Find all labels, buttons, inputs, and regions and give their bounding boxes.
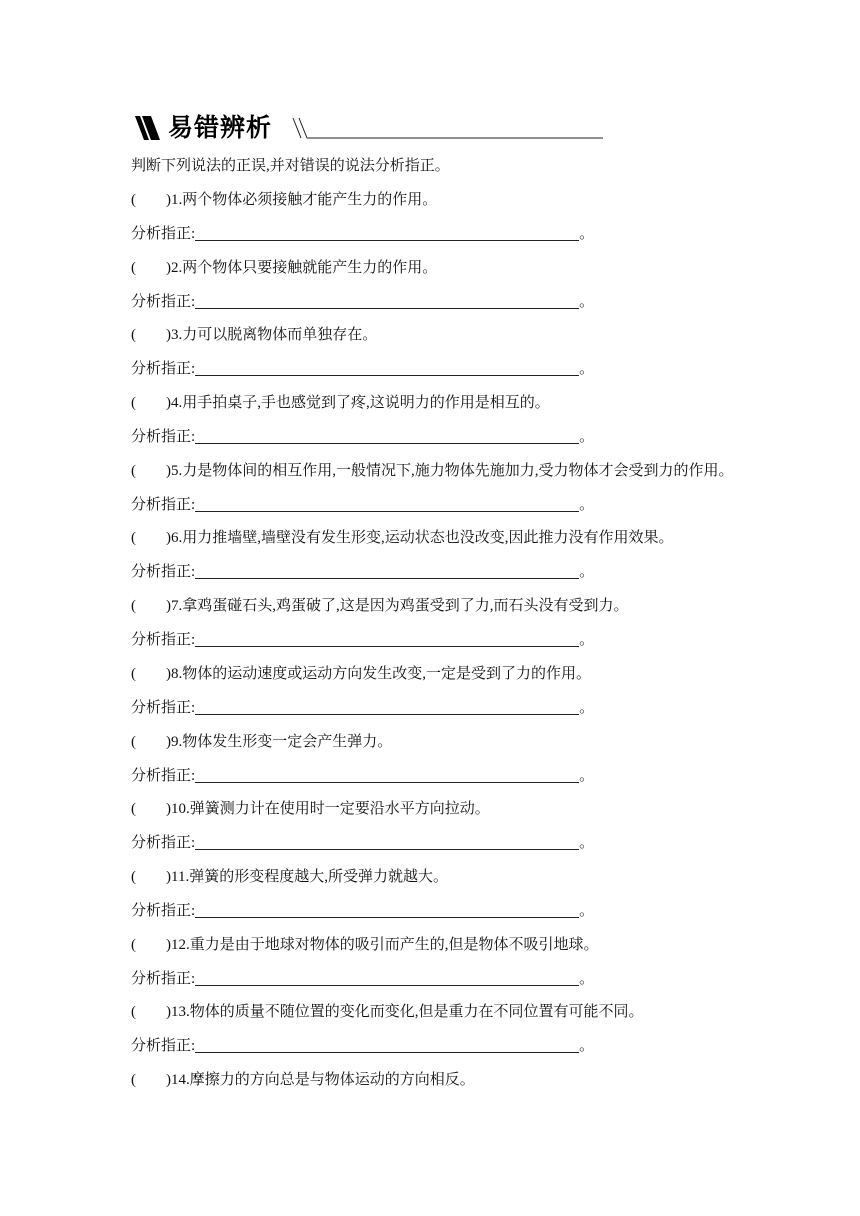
bracket-open: (	[131, 598, 136, 615]
analysis-line	[131, 894, 831, 928]
question-number: 6.	[171, 530, 183, 547]
analysis-line	[131, 691, 831, 725]
question-line	[131, 454, 831, 488]
analysis-answer-line[interactable]	[195, 903, 579, 918]
bracket-close: )	[166, 733, 171, 750]
analysis-answer-line[interactable]	[195, 700, 579, 715]
question-item	[131, 318, 831, 386]
question-number: 4.	[171, 395, 183, 412]
analysis-answer-line[interactable]	[195, 294, 579, 309]
question-line	[131, 928, 831, 962]
analysis-line	[131, 555, 831, 589]
worksheet-body	[131, 149, 831, 1131]
bracket-open: (	[131, 1004, 136, 1021]
question-number: 11.	[171, 868, 190, 885]
analysis-end-mark: 。	[579, 835, 595, 852]
analysis-label: 分析指正:	[131, 496, 196, 513]
question-statement: 物体发生形变一定会产生弹力。	[182, 733, 393, 750]
question-statement: 物体的质量不随位置的变化而变化,但是重力在不同位置有可能不同。	[189, 1004, 644, 1021]
bracket-close: )	[166, 1004, 171, 1021]
answer-blank[interactable]	[136, 935, 166, 949]
analysis-end-mark: 。	[579, 699, 595, 716]
analysis-label: 分析指正:	[131, 361, 196, 378]
analysis-line	[131, 826, 831, 860]
bracket-open: (	[131, 462, 136, 479]
question-item	[131, 860, 831, 928]
analysis-answer-line[interactable]	[195, 564, 579, 579]
bracket-open: (	[131, 868, 136, 885]
analysis-end-mark: 。	[579, 970, 595, 987]
answer-blank[interactable]	[136, 799, 166, 813]
question-statement: 物体的运动速度或运动方向发生改变,一定是受到了力的作用。	[182, 665, 592, 682]
bracket-open: (	[131, 733, 136, 750]
analysis-end-mark: 。	[579, 767, 595, 784]
answer-blank[interactable]	[136, 732, 166, 746]
analysis-label: 分析指正:	[131, 835, 196, 852]
bracket-close: )	[166, 462, 171, 479]
question-line	[131, 792, 831, 826]
question-statement: 力可以脱离物体而单独存在。	[182, 327, 378, 344]
analysis-answer-line[interactable]	[195, 226, 579, 241]
bracket-close: )	[166, 868, 171, 885]
bracket-close: )	[166, 936, 171, 953]
question-line	[131, 1063, 831, 1097]
analysis-line	[131, 962, 831, 996]
answer-blank[interactable]	[136, 1002, 166, 1016]
question-statement: 弹簧测力计在使用时一定要沿水平方向拉动。	[189, 801, 490, 818]
question-statement: 用力推墙壁,墙壁没有发生形变,运动状态也没改变,因此推力没有作用效果。	[182, 530, 674, 547]
bracket-open: (	[131, 801, 136, 818]
answer-blank[interactable]	[136, 867, 166, 881]
question-number: 12.	[171, 936, 190, 953]
analysis-line	[131, 217, 831, 251]
question-number: 7.	[171, 598, 183, 615]
section-title: 易错辨析	[168, 114, 273, 142]
question-line	[131, 386, 831, 420]
analysis-answer-line[interactable]	[195, 429, 579, 444]
question-statement: 拿鸡蛋碰石头,鸡蛋破了,这是因为鸡蛋受到了力,而石头没有受到力。	[182, 598, 629, 615]
analysis-line	[131, 623, 831, 657]
question-number: 5.	[171, 462, 183, 479]
bracket-close: )	[166, 327, 171, 344]
analysis-answer-line[interactable]	[195, 835, 579, 850]
analysis-end-mark: 。	[579, 564, 595, 581]
question-number: 10.	[171, 801, 190, 818]
analysis-label: 分析指正:	[131, 767, 196, 784]
analysis-answer-line[interactable]	[195, 768, 579, 783]
analysis-label: 分析指正:	[131, 970, 196, 987]
question-statement: 摩擦力的方向总是与物体运动的方向相反。	[189, 1071, 475, 1088]
analysis-end-mark: 。	[579, 1038, 595, 1055]
bracket-close: )	[166, 259, 171, 276]
question-line	[131, 318, 831, 352]
bracket-open: (	[131, 530, 136, 547]
bracket-close: )	[166, 192, 171, 208]
bracket-close: )	[166, 1071, 171, 1088]
answer-blank[interactable]	[136, 190, 166, 204]
bracket-open: (	[131, 936, 136, 953]
analysis-line	[131, 352, 831, 386]
bracket-open: (	[131, 665, 136, 682]
analysis-label: 分析指正:	[131, 902, 196, 919]
answer-blank[interactable]	[136, 664, 166, 678]
question-item	[131, 928, 831, 996]
analysis-answer-line[interactable]	[195, 361, 579, 376]
analysis-line	[131, 488, 831, 522]
question-item	[131, 183, 831, 251]
question-line	[131, 860, 831, 894]
question-item	[131, 521, 831, 589]
analysis-label: 分析指正:	[131, 293, 196, 310]
question-line	[131, 521, 831, 555]
analysis-end-mark: 。	[579, 429, 595, 446]
question-item	[131, 251, 831, 319]
analysis-end-mark: 。	[579, 632, 595, 649]
question-number: 3.	[171, 327, 183, 344]
question-item	[131, 589, 831, 657]
analysis-label: 分析指正:	[131, 1038, 196, 1055]
question-item	[131, 995, 831, 1063]
analysis-label: 分析指正:	[131, 564, 196, 581]
question-number: 14.	[171, 1071, 190, 1088]
question-item	[131, 657, 831, 725]
bracket-open: (	[131, 192, 136, 208]
question-statement: 重力是由于地球对物体的吸引而产生的,但是物体不吸引地球。	[189, 936, 599, 953]
question-statement: 力是物体间的相互作用,一般情况下,施力物体先施加力,受力物体才会受到力的作用。	[182, 462, 734, 479]
analysis-answer-line[interactable]	[195, 497, 579, 512]
answer-blank[interactable]	[136, 1070, 166, 1084]
bracket-open: (	[131, 259, 136, 276]
bracket-close: )	[166, 801, 171, 818]
analysis-line	[131, 1029, 831, 1063]
analysis-line	[131, 420, 831, 454]
answer-blank[interactable]	[136, 393, 166, 407]
bracket-open: (	[131, 1071, 136, 1088]
question-line	[131, 251, 831, 285]
analysis-label: 分析指正:	[131, 699, 196, 716]
analysis-label: 分析指正:	[131, 226, 196, 242]
question-number: 13.	[171, 1004, 190, 1021]
question-number: 1.	[171, 192, 183, 208]
question-number: 9.	[171, 733, 183, 750]
answer-blank[interactable]	[136, 258, 166, 272]
question-item	[131, 1063, 831, 1131]
analysis-label: 分析指正:	[131, 429, 196, 446]
bracket-close: )	[166, 665, 171, 682]
question-item	[131, 386, 831, 454]
analysis-answer-line[interactable]	[195, 1038, 579, 1053]
question-statement: 两个物体只要接触就能产生力的作用。	[182, 259, 438, 276]
question-statement: 弹簧的形变程度越大,所受弹力就越大。	[189, 868, 448, 885]
question-item	[131, 725, 831, 793]
bracket-open: (	[131, 395, 136, 412]
analysis-label: 分析指正:	[131, 632, 196, 649]
question-item	[131, 792, 831, 860]
question-line	[131, 725, 831, 759]
question-line	[131, 183, 831, 217]
analysis-end-mark: 。	[579, 361, 595, 378]
analysis-end-mark: 。	[579, 226, 595, 242]
answer-blank[interactable]	[136, 461, 166, 475]
analysis-answer-line[interactable]	[195, 971, 579, 986]
question-statement: 用手拍桌子,手也感觉到了疼,这说明力的作用是相互的。	[182, 395, 550, 412]
answer-blank[interactable]	[136, 528, 166, 542]
answer-blank[interactable]	[136, 325, 166, 339]
bracket-close: )	[166, 395, 171, 412]
question-item	[131, 454, 831, 522]
analysis-line	[131, 759, 831, 793]
bracket-close: )	[166, 598, 171, 615]
bracket-open: (	[131, 327, 136, 344]
analysis-end-mark: 。	[579, 293, 595, 310]
question-line	[131, 589, 831, 623]
question-number: 2.	[171, 259, 183, 276]
bracket-close: )	[166, 530, 171, 547]
analysis-end-mark: 。	[579, 902, 595, 919]
question-number: 8.	[171, 665, 183, 682]
instructions: 判断下列说法的正误,并对错误的说法分析指正。	[131, 158, 450, 174]
question-line	[131, 995, 831, 1029]
question-statement: 两个物体必须接触才能产生力的作用。	[182, 192, 438, 208]
answer-blank[interactable]	[136, 596, 166, 610]
question-line	[131, 657, 831, 691]
analysis-line	[131, 285, 831, 319]
analysis-end-mark: 。	[579, 496, 595, 513]
analysis-answer-line[interactable]	[195, 632, 579, 647]
